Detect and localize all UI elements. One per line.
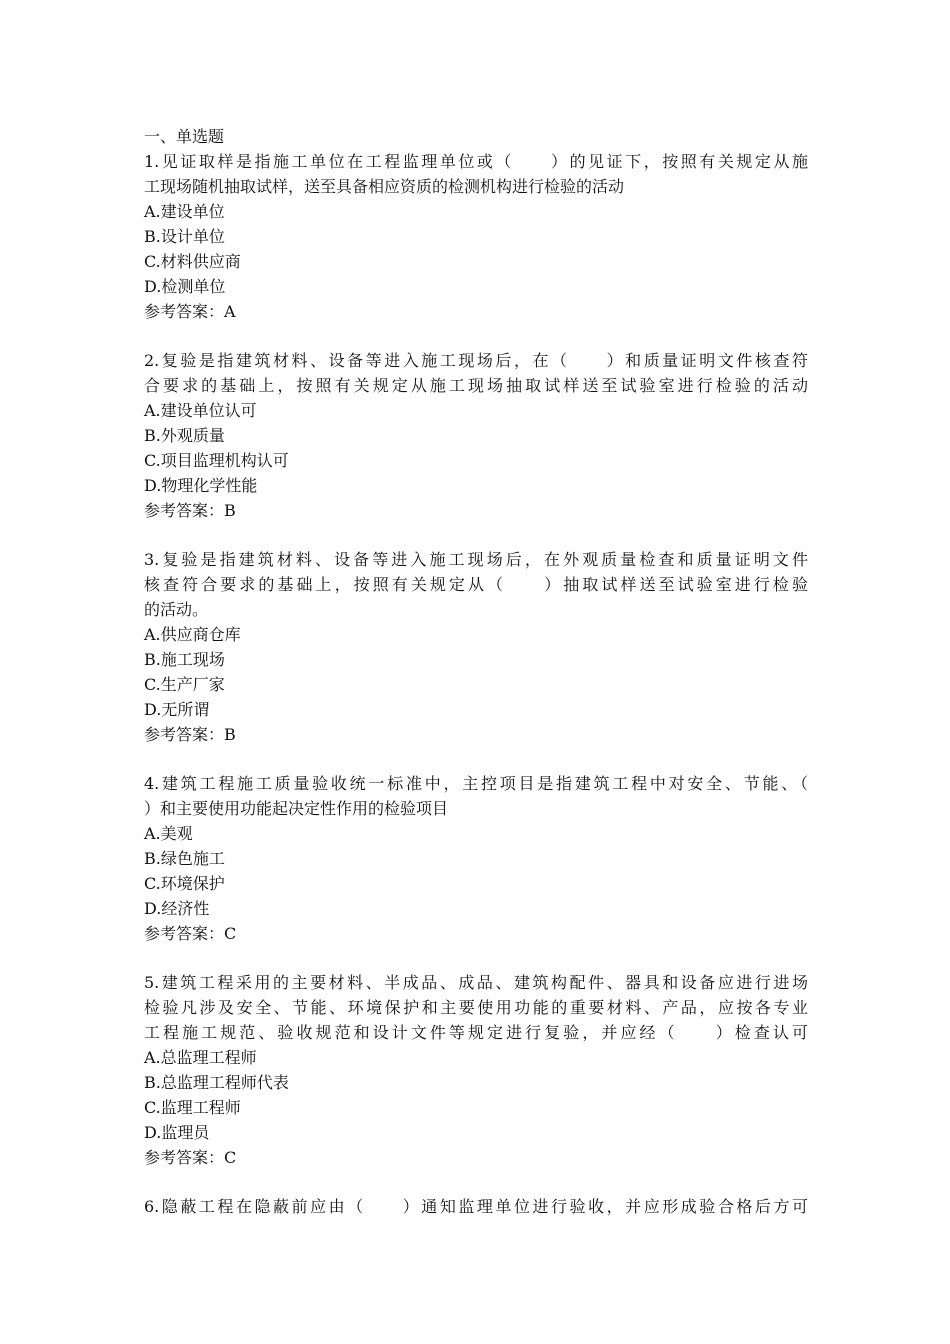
question-3-answer: 参考答案：B bbox=[144, 725, 236, 744]
question-2 bbox=[144, 348, 808, 523]
question-5-stem-line-2: 检验凡涉及安全、节能、环境保护和主要使用功能的重要材料、产品，应按各专业 bbox=[144, 998, 808, 1017]
question-5 bbox=[144, 970, 808, 1170]
question-6 bbox=[144, 1194, 808, 1219]
question-3-stem-line-1: 3.复验是指建筑材料、设备等进入施工现场后，在外观质量检查和质量证明文件 bbox=[144, 550, 808, 569]
question-3 bbox=[144, 547, 808, 747]
question-6-stem-line-1: 6.隐蔽工程在隐蔽前应由（ ）通知监理单位进行验收，并应形成验合格后方可 bbox=[144, 1197, 808, 1216]
question-3-option-d: D.无所谓 bbox=[144, 700, 210, 719]
question-3-stem-line-3: 的活动。 bbox=[144, 600, 209, 619]
question-spacer bbox=[144, 324, 808, 348]
question-2-option-a: A.建设单位认可 bbox=[144, 401, 257, 420]
question-1-answer: 参考答案：A bbox=[144, 302, 236, 321]
question-4-stem-line-1: 4.建筑工程施工质量验收统一标准中，主控项目是指建筑工程中对安全、节能、（ bbox=[144, 774, 808, 793]
section-title: 一、单选题 bbox=[144, 127, 225, 146]
question-4 bbox=[144, 771, 808, 946]
question-1-option-b: B.设计单位 bbox=[144, 227, 225, 246]
question-5-stem-line-1: 5.建筑工程采用的主要材料、半成品、成品、建筑构配件、器具和设备应进行进场 bbox=[144, 973, 808, 992]
question-spacer bbox=[144, 523, 808, 547]
question-spacer bbox=[144, 1170, 808, 1194]
question-2-stem-line-1: 2.复验是指建筑材料、设备等进入施工现场后，在（ ）和质量证明文件核查符 bbox=[144, 351, 808, 370]
question-5-stem-line-3: 工程施工规范、验收规范和设计文件等规定进行复验，并应经（ ）检查认可 bbox=[144, 1023, 808, 1042]
question-4-option-d: D.经济性 bbox=[144, 899, 210, 918]
question-3-option-b: B.施工现场 bbox=[144, 650, 225, 669]
question-5-option-a: A.总监理工程师 bbox=[144, 1048, 257, 1067]
question-4-option-c: C.环境保护 bbox=[144, 874, 225, 893]
question-5-option-c: C.监理工程师 bbox=[144, 1098, 241, 1117]
question-2-option-b: B.外观质量 bbox=[144, 426, 225, 445]
question-1-option-d: D.检测单位 bbox=[144, 277, 226, 296]
question-spacer bbox=[144, 747, 808, 771]
question-1-option-a: A.建设单位 bbox=[144, 202, 225, 221]
question-4-answer: 参考答案：C bbox=[144, 924, 237, 943]
document-page bbox=[144, 124, 808, 1219]
question-2-option-c: C.项目监理机构认可 bbox=[144, 451, 289, 470]
question-3-option-a: A.供应商仓库 bbox=[144, 625, 241, 644]
question-3-option-c: C.生产厂家 bbox=[144, 675, 225, 694]
question-4-stem-line-2: ）和主要使用功能起决定性作用的检验项目 bbox=[144, 799, 449, 818]
question-5-option-d: D.监理员 bbox=[144, 1123, 210, 1142]
question-5-answer: 参考答案：C bbox=[144, 1148, 237, 1167]
question-1-stem-line-2: 工现场随机抽取试样，送至具备相应资质的检测机构进行检验的活动 bbox=[144, 177, 625, 196]
question-1-option-c: C.材料供应商 bbox=[144, 252, 241, 271]
question-5-option-b: B.总监理工程师代表 bbox=[144, 1073, 289, 1092]
question-1 bbox=[144, 149, 808, 324]
question-2-answer: 参考答案：B bbox=[144, 501, 236, 520]
question-3-stem-line-2: 核查符合要求的基础上，按照有关规定从（ ）抽取试样送至试验室进行检验 bbox=[144, 575, 808, 594]
question-1-stem-line-1: 1.见证取样是指施工单位在工程监理单位或（ ）的见证下，按照有关规定从施 bbox=[144, 152, 808, 171]
question-spacer bbox=[144, 946, 808, 970]
question-4-option-a: A.美观 bbox=[144, 824, 193, 843]
question-2-stem-line-2: 合要求的基础上，按照有关规定从施工现场抽取试样送至试验室进行检验的活动 bbox=[144, 376, 808, 395]
question-2-option-d: D.物理化学性能 bbox=[144, 476, 258, 495]
question-4-option-b: B.绿色施工 bbox=[144, 849, 225, 868]
